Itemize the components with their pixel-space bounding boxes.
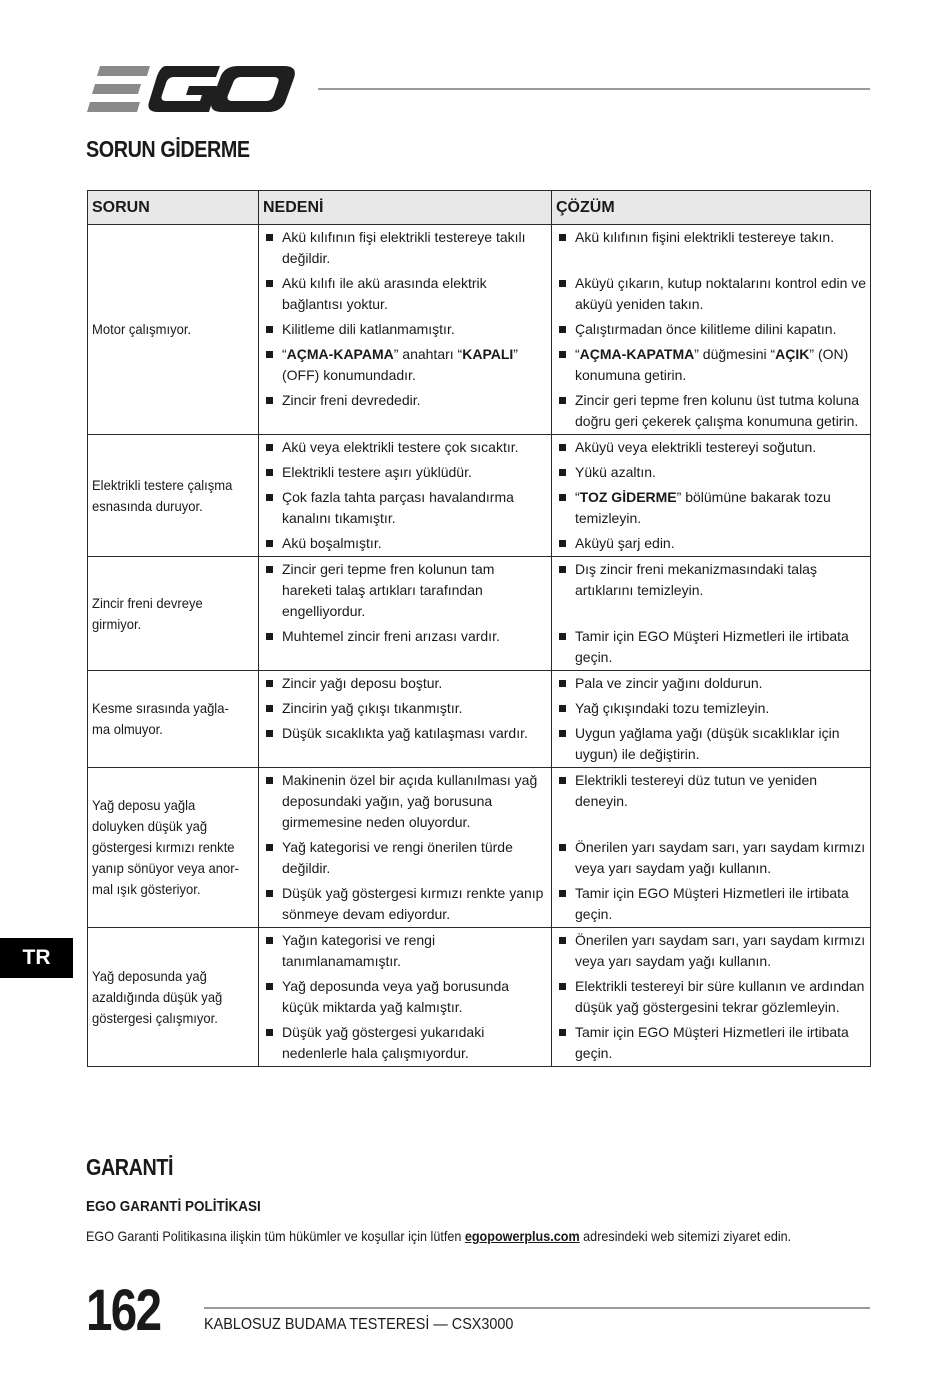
solution-text: [575, 770, 867, 812]
solution-item: [552, 342, 870, 388]
solution-item: [552, 485, 870, 531]
square-bullet-icon: [559, 469, 566, 476]
solution-text: [575, 462, 867, 483]
text-segment: ” düğmesini “: [694, 346, 776, 362]
solution-item: [552, 1020, 870, 1066]
text-segment: “: [575, 346, 580, 362]
cause-item: [259, 974, 551, 1020]
table-row: [88, 928, 871, 1067]
solution-text: [575, 1022, 867, 1064]
solution-item: [552, 435, 870, 460]
cause-text: [282, 976, 548, 1018]
cause-item: [259, 928, 551, 974]
solution-text: [575, 533, 867, 554]
text-segment: Zincir yağı deposu boştur.: [282, 675, 443, 691]
solution-item: [552, 317, 870, 342]
text-segment: Önerilen yarı saydam sarı, yarı saydam kırmızı veya yarı saydam yağı kullanın.: [575, 839, 866, 876]
cause-text: [282, 1022, 548, 1064]
cause-item: [259, 557, 551, 624]
solution-item: [552, 460, 870, 485]
square-bullet-icon: [266, 633, 273, 640]
warranty-text-after: adresindeki web sitemizi ziyaret edin.: [579, 1228, 792, 1244]
warranty-policy-heading: EGO GARANTİ POLİTİKASI: [86, 1198, 261, 1215]
problem-cell: [88, 225, 259, 435]
text-segment: Akü boşalmıştır.: [282, 535, 382, 551]
solution-cell: [552, 768, 871, 928]
section-title-warranty: GARANTİ: [86, 1154, 174, 1180]
cause-item: [259, 531, 551, 556]
emphasis-text: KAPALI: [462, 346, 514, 362]
text-segment: Düşük yağ göstergesi yukarıdaki nedenlerle hala çalışmıyordur.: [282, 1024, 485, 1061]
text-segment: Akü kılıfının fişi elektrikli testereye takılı değildir.: [282, 229, 526, 266]
cause-cell: [259, 928, 552, 1067]
solution-item: [552, 721, 870, 767]
cause-item: [259, 225, 551, 271]
square-bullet-icon: [559, 983, 566, 990]
text-segment: Zincirin yağ çıkışı tıkanmıştır.: [282, 700, 463, 716]
square-bullet-icon: [559, 680, 566, 687]
table-row: [88, 225, 871, 435]
problem-text: Kesme sırasında yağla-ma olmuyor.: [92, 700, 229, 737]
text-segment: Elektrikli testere aşırı yüklüdür.: [282, 464, 472, 480]
cause-text: [282, 533, 548, 554]
square-bullet-icon: [266, 777, 273, 784]
square-bullet-icon: [559, 777, 566, 784]
cause-text: [282, 770, 548, 833]
text-segment: “: [282, 346, 287, 362]
cause-text: [282, 837, 548, 879]
cause-item: [259, 271, 551, 317]
cause-text: [282, 487, 548, 529]
problem-cell: [88, 435, 259, 557]
problem-text: Motor çalışmıyor.: [92, 321, 192, 337]
problem-cell: [88, 557, 259, 671]
website-link[interactable]: egopowerplus.com: [464, 1228, 580, 1244]
emphasis-text: AÇMA-KAPATMA: [579, 346, 695, 362]
cause-cell: [259, 225, 552, 435]
text-segment: Düşük yağ göstergesi kırmızı renkte yanıp sönmeye devam ediyordur.: [282, 885, 544, 922]
solution-item: [552, 835, 870, 881]
solution-item: [552, 696, 870, 721]
solution-item: [552, 881, 870, 927]
text-segment: Zincir geri tepme fren kolunun tam hareketi talaş artıkları tarafından engelliyordur.: [282, 561, 495, 619]
solution-text: [575, 723, 867, 765]
text-segment: Uygun yağlama yağı (düşük sıcaklıklar için uygun) ile değiştirin.: [575, 725, 840, 762]
cause-text: [282, 390, 548, 411]
text-segment: Yükü azaltın.: [575, 464, 656, 480]
text-segment: ” anahtarı “: [393, 346, 463, 362]
square-bullet-icon: [559, 566, 566, 573]
table-row: [88, 768, 871, 928]
emphasis-text: TOZ GİDERME: [579, 489, 677, 505]
square-bullet-icon: [266, 351, 273, 358]
footer-product-title: KABLOSUZ BUDAMA TESTERESİ — CSX3000: [204, 1316, 514, 1333]
cause-item: [259, 768, 551, 835]
text-segment: Elektrikli testereyi düz tutun ve yeniden deneyin.: [575, 772, 818, 809]
text-segment: Önerilen yarı saydam sarı, yarı saydam kırmızı veya yarı saydam yağı kullanın.: [575, 932, 866, 969]
text-segment: Tamir için EGO Müşteri Hizmetleri ile irtibata geçin.: [575, 1024, 849, 1061]
header-problem: SORUN: [88, 191, 259, 225]
text-segment: Tamir için EGO Müşteri Hizmetleri ile irtibata geçin.: [575, 628, 849, 665]
problem-text: Yağ deposunda yağ azaldığında düşük yağ göstergesi çalışmıyor.: [92, 967, 223, 1026]
solution-item: [552, 531, 870, 556]
square-bullet-icon: [266, 234, 273, 241]
solution-text: [575, 344, 867, 386]
emphasis-text: AÇMA-KAPAMA: [286, 346, 394, 362]
square-bullet-icon: [559, 444, 566, 451]
table-header-row: [88, 191, 871, 225]
header-rule: [318, 88, 870, 90]
language-tab: TR: [0, 938, 73, 978]
text-segment: Muhtemel zincir freni arızası vardır.: [282, 628, 500, 644]
text-segment: Kilitleme dili katlanmamıştır.: [282, 321, 455, 337]
text-segment: Makinenin özel bir açıda kullanılması yağ deposundaki yağın, yağ borusuna girmemesine neden oluyordur.: [282, 772, 538, 830]
cause-text: [282, 462, 548, 483]
ego-logo: [86, 64, 298, 114]
problem-cell: [88, 671, 259, 768]
cause-cell: [259, 557, 552, 671]
square-bullet-icon: [559, 705, 566, 712]
cause-text: [282, 437, 548, 458]
solution-text: [575, 227, 867, 248]
cause-item: [259, 881, 551, 927]
solution-item: [552, 624, 870, 670]
text-segment: Dış zincir freni mekanizmasındaki talaş artıklarını temizleyin.: [575, 561, 817, 598]
table-row: [88, 671, 871, 768]
cause-text: [282, 559, 548, 622]
square-bullet-icon: [266, 705, 273, 712]
square-bullet-icon: [266, 937, 273, 944]
solution-text: [575, 319, 867, 340]
cause-text: [282, 723, 548, 744]
square-bullet-icon: [559, 494, 566, 501]
solution-text: [575, 437, 867, 458]
square-bullet-icon: [559, 730, 566, 737]
text-segment: ” bölümüne bakarak tozu temizleyin.: [575, 489, 831, 526]
cause-text: [282, 883, 548, 925]
square-bullet-icon: [266, 680, 273, 687]
problem-cell: [88, 768, 259, 928]
cause-text: [282, 227, 548, 269]
solution-item: [552, 388, 870, 434]
solution-cell: [552, 435, 871, 557]
cause-text: [282, 626, 548, 647]
cause-item: [259, 460, 551, 485]
cause-item: [259, 435, 551, 460]
square-bullet-icon: [559, 844, 566, 851]
cause-item: [259, 835, 551, 881]
header-solution: ÇÖZÜM: [552, 191, 871, 225]
square-bullet-icon: [559, 633, 566, 640]
solution-cell: [552, 671, 871, 768]
square-bullet-icon: [266, 494, 273, 501]
text-segment: Pala ve zincir yağını doldurun.: [575, 675, 763, 691]
text-segment: Aküyü çıkarın, kutup noktalarını kontrol edin ve aküyü yeniden takın.: [575, 275, 867, 312]
square-bullet-icon: [266, 397, 273, 404]
text-segment: Elektrikli testereyi bir süre kullanın ve ardından düşük yağ göstergesini tekrar gözlemleyin.: [575, 978, 865, 1015]
square-bullet-icon: [559, 397, 566, 404]
text-segment: Aküyü şarj edin.: [575, 535, 675, 551]
solution-item: [552, 557, 870, 624]
footer-rule: [204, 1307, 870, 1309]
cause-text: [282, 344, 548, 386]
solution-item: [552, 271, 870, 317]
square-bullet-icon: [559, 351, 566, 358]
text-segment: Yağ deposunda veya yağ borusunda küçük miktarda yağ kalmıştır.: [282, 978, 510, 1015]
square-bullet-icon: [266, 844, 273, 851]
text-segment: Çok fazla tahta parçası havalandırma kanalını tıkamıştır.: [282, 489, 514, 526]
cause-cell: [259, 435, 552, 557]
square-bullet-icon: [559, 937, 566, 944]
cause-item: [259, 696, 551, 721]
solution-cell: [552, 557, 871, 671]
square-bullet-icon: [559, 890, 566, 897]
square-bullet-icon: [266, 469, 273, 476]
text-segment: Zincir geri tepme fren kolunu üst tutma koluna doğru geri çekerek çalışma konumuna getirin.: [575, 392, 860, 429]
text-segment: ” (OFF) konumundadır.: [282, 346, 518, 383]
solution-text: [575, 883, 867, 925]
troubleshooting-table: [87, 190, 871, 1067]
page-number: 162: [86, 1278, 161, 1343]
square-bullet-icon: [266, 566, 273, 573]
square-bullet-icon: [266, 1029, 273, 1036]
solution-text: [575, 273, 867, 315]
text-segment: “: [575, 489, 580, 505]
solution-text: [575, 698, 867, 719]
warranty-text: [86, 1228, 806, 1244]
square-bullet-icon: [559, 326, 566, 333]
cause-item: [259, 485, 551, 531]
section-title-troubleshooting: SORUN GİDERME: [86, 136, 250, 162]
square-bullet-icon: [559, 280, 566, 287]
text-segment: Akü kılıfının fişini elektrikli testereye takın.: [575, 229, 835, 245]
cause-text: [282, 273, 548, 315]
problem-text: Elektrikli testere çalışma esnasında duruyor.: [92, 476, 233, 514]
cause-item: [259, 1020, 551, 1066]
cause-item: [259, 671, 551, 696]
square-bullet-icon: [559, 234, 566, 241]
solution-text: [575, 487, 867, 529]
cause-text: [282, 930, 548, 972]
square-bullet-icon: [559, 540, 566, 547]
problem-text: Yağ deposu yağla doluyken düşük yağ göstergesi kırmızı renkte yanıp sönüyor veya anor-mal ışık gösteriyor.: [92, 797, 239, 897]
square-bullet-icon: [266, 280, 273, 287]
text-segment: Tamir için EGO Müşteri Hizmetleri ile irtibata geçin.: [575, 885, 849, 922]
cause-item: [259, 317, 551, 342]
header-cause: NEDENİ: [259, 191, 552, 225]
text-segment: Aküyü veya elektrikli testereyi soğutun.: [575, 439, 817, 455]
square-bullet-icon: [266, 444, 273, 451]
square-bullet-icon: [266, 890, 273, 897]
text-segment: Akü kılıfı ile akü arasında elektrik bağlantısı yoktur.: [282, 275, 487, 312]
table-row: [88, 435, 871, 557]
cause-cell: [259, 671, 552, 768]
cause-text: [282, 673, 548, 694]
cause-item: [259, 624, 551, 670]
square-bullet-icon: [266, 326, 273, 333]
solution-item: [552, 671, 870, 696]
text-segment: Yağın kategorisi ve rengi tanımlanamamıştır.: [282, 932, 436, 969]
solution-item: [552, 928, 870, 974]
solution-text: [575, 390, 867, 432]
problem-cell: [88, 928, 259, 1067]
square-bullet-icon: [266, 730, 273, 737]
solution-item: [552, 225, 870, 271]
table-row: [88, 557, 871, 671]
solution-text: [575, 976, 867, 1018]
cause-item: [259, 342, 551, 388]
text-segment: ” (ON) konumuna getirin.: [575, 346, 849, 383]
cause-cell: [259, 768, 552, 928]
warranty-text-before: EGO Garanti Politikasına ilişkin tüm hükümler ve koşullar için lütfen: [86, 1228, 465, 1244]
text-segment: Çalıştırmadan önce kilitleme dilini kapatın.: [575, 321, 837, 337]
solution-text: [575, 673, 867, 694]
problem-text: Zincir freni devreye girmiyor.: [92, 594, 203, 632]
text-segment: Zincir freni devrededir.: [282, 392, 421, 408]
square-bullet-icon: [559, 1029, 566, 1036]
cause-text: [282, 698, 548, 719]
solution-item: [552, 974, 870, 1020]
square-bullet-icon: [266, 540, 273, 547]
text-segment: Yağ çıkışındaki tozu temizleyin.: [575, 700, 770, 716]
solution-text: [575, 626, 867, 668]
emphasis-text: AÇIK: [775, 346, 810, 362]
square-bullet-icon: [266, 983, 273, 990]
cause-item: [259, 721, 551, 767]
text-segment: Yağ kategorisi ve rengi önerilen türde değildir.: [282, 839, 513, 876]
solution-text: [575, 930, 867, 972]
solution-text: [575, 837, 867, 879]
solution-text: [575, 559, 867, 601]
cause-text: [282, 319, 548, 340]
text-segment: Düşük sıcaklıkta yağ katılaşması vardır.: [282, 725, 528, 741]
cause-item: [259, 388, 551, 434]
solution-item: [552, 768, 870, 835]
text-segment: Akü veya elektrikli testere çok sıcaktır.: [282, 439, 519, 455]
solution-cell: [552, 225, 871, 435]
solution-cell: [552, 928, 871, 1067]
